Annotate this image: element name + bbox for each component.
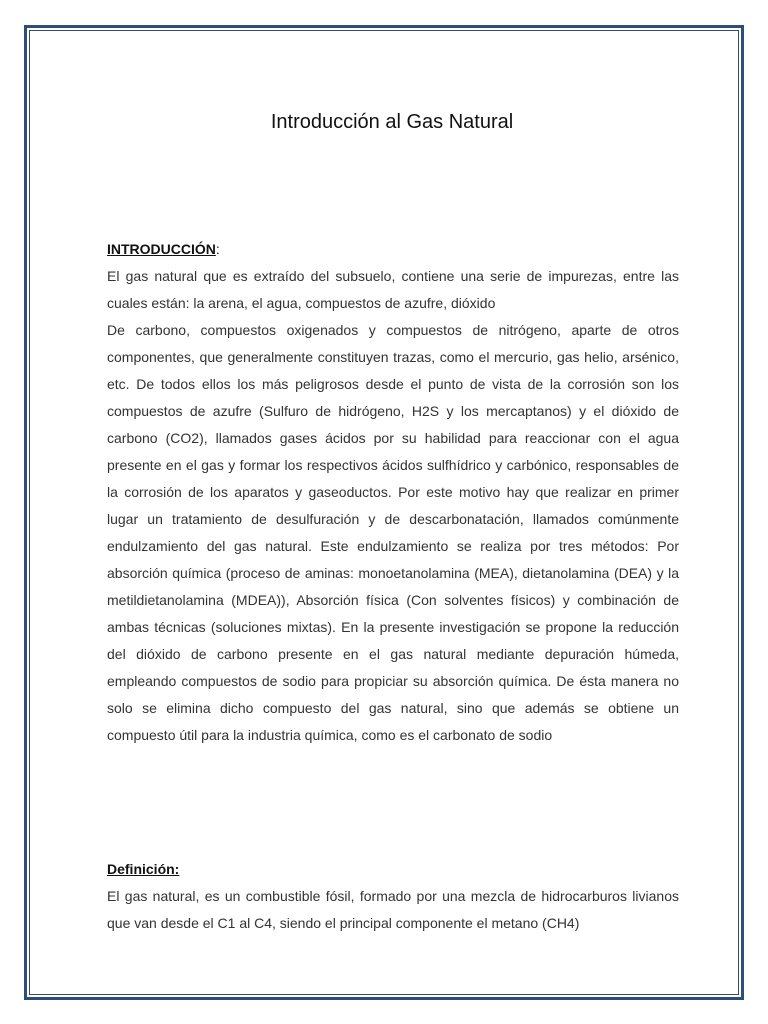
paragraph: El gas natural, es un combustible fósil, formado por una mezcla de hidrocarburos livianos que van desde el C1 al C4, siendo el principal componente el metano (CH4) [107,888,679,931]
document-title: Introducción al Gas Natural [270,111,514,133]
paragraph: El gas natural que es extraído del subsuelo, contiene una serie de impurezas, entre las cuales están: la arena, el agua, compuestos de azufre, dióxido [107,268,679,311]
section-heading-introduccion: INTRODUCCIÓN [107,241,216,257]
paragraph: De carbono, compuestos oxigenados y compuestos de nitrógeno, aparte de otros componentes, que generalmente constituyen trazas, como el mercurio, gas helio, arsénico, etc. De todos ellos los más peligrosos desde el punto de vista de la corrosión son los compuestos de azufre (Sulfuro de hidrógeno, H2S y los mercaptanos) y el dióxido de carbono (CO2), llamados gases ácidos por su habilidad para reaccionar con el agua presente en el gas y formar los respectivos ácidos sulfhídrico y carbónico, responsables de la corrosión de los aparatos y gaseoductos. Por este motivo hay que realizar en primer lugar un tratamiento de desulfuración y de descarbonatación, llamados comúnmente endulzamiento del gas natural. Este endulzamiento se realiza por tres métodos: Por absorción química (proceso de aminas: monoetanolamina (MEA), dietanolamina (DEA) y la metildietanolamina (MDEA)), Absorción física (Con solventes físicos) y combinación de ambas técnicas (soluciones mixtas). En la presente investigación se propone la reducción del dióxido de carbono presente en el gas natural mediante depuración húmeda, empleando compuestos de sodio para propiciar su absorción química. De ésta manera no solo se elimina dicho compuesto del gas natural, sino que además se obtiene un compuesto útil para la industria química, como es el carbonato de sodio [107,322,679,743]
section-heading-line [107,236,679,263]
section-definicion [107,856,679,937]
section-heading-definicion: Definición: [107,861,180,877]
section-introduccion [107,236,679,749]
heading-colon: : [215,241,220,257]
